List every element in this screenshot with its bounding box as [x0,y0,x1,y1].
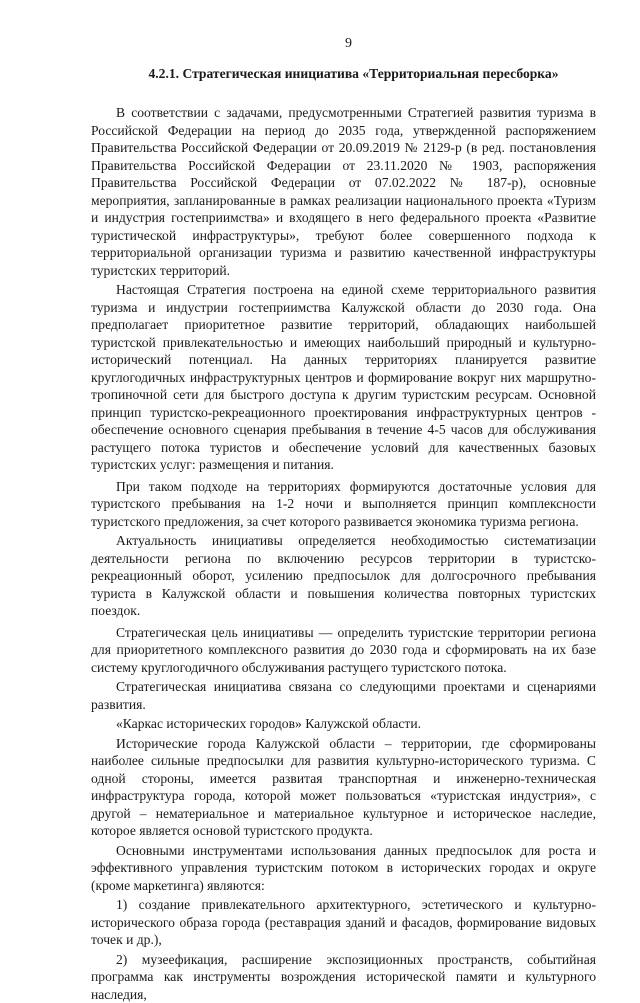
section-heading: 4.2.1. Стратегическая инициатива «Территориальная пересборка» [91,66,596,82]
paragraph-7: «Каркас исторических городов» Калужской области. [91,715,596,733]
paragraph-9: Основными инструментами использования данных предпосылок для роста и эффективного управления туристским потоком в исторических городах и округе (кроме маркетинга) являются: [91,842,596,895]
paragraph-1: В соответствии с задачами, предусмотренными Стратегией развития туризма в Российской Федерации на период до 2035 года, утвержденной распоряжением Правительства Российской Федерации от 20.09.2019 № 2129-р (в ред. постановления Правительства Российской Федерации от 23.11.2020 № 1903, распоряжения Правительства Российской Федерации от 07.02.2022 № 187-р), основные мероприятия, запланированные в рамках реализации национального проекта «Туризм и индустрия гостеприимства» и входящего в него федерального проекта «Развитие туристической инфраструктуры», требуют более совершенного подхода к территориальной организации туризма и развитию качественной инфраструктуры туристских территорий. [91,104,596,279]
paragraph-3: При таком подходе на территориях формируются достаточные условия для туристского пребывания на 1-2 ночи и выполняется принцип комплексности туристского предложения, за счет которого развивается экономика туризма региона. [91,478,596,531]
paragraph-5: Стратегическая цель инициативы — определить туристские территории региона для приоритетного комплексного развития до 2030 года и сформировать на их базе систему круглогодичного обслуживания растущего туристского потока. [91,624,596,677]
paragraph-8: Исторические города Калужской области – территории, где сформированы наиболее сильные предпосылки для развития культурно-исторического туризма. С одной стороны, имеется развитая транспортная и инженерно-техническая инфраструктура города, которой может пользоваться «туристская индустрия», с другой – нематериальное и материальное культурное и историческое наследие, которое является основой туристского продукта. [91,735,596,840]
paragraph-6: Стратегическая инициатива связана со следующими проектами и сценариями развития. [91,678,596,713]
page-number: 9 [91,36,596,52]
list-item-2: 2) музеефикация, расширение экспозиционных пространств, событийная программа как инструменты возрождения исторической памяти и культурного наследия, [91,951,596,1003]
paragraph-2: Настоящая Стратегия построена на единой схеме территориального развития туризма и индустрии гостеприимства Калужской области до 2030 года. Она предполагает приоритетное развитие территорий, обладающих наибольшей туристской привлекательностью и имеющих наибольший природный и культурно-исторический потенциал. На данных территориях планируется развитие круглогодичных инфраструктурных центров и формирование вокруг них маршрутно-тропиночной сети для быстрого доступа к другим туристским ресурсам. Основной принцип туристско-рекреационного проектирования инфраструктурных центров - обеспечение основного сценария пребывания в течение 4-5 часов для обслуживания растущего потока туристов и обеспечение условий для качественных базовых туристских услуг: размещения и питания. [91,281,596,474]
paragraph-4: Актуальность инициативы определяется необходимостью систематизации деятельности региона по включению ресурсов территории в туристско-рекреационный оборот, усилению предпосылок для долгосрочного пребывания туриста в Калужской области и повышения количества повторных туристских поездок. [91,532,596,620]
list-item-1: 1) создание привлекательного архитектурного, эстетического и культурно-исторического образа города (реставрация зданий и фасадов, формирование видовых точек и др.), [91,896,596,949]
